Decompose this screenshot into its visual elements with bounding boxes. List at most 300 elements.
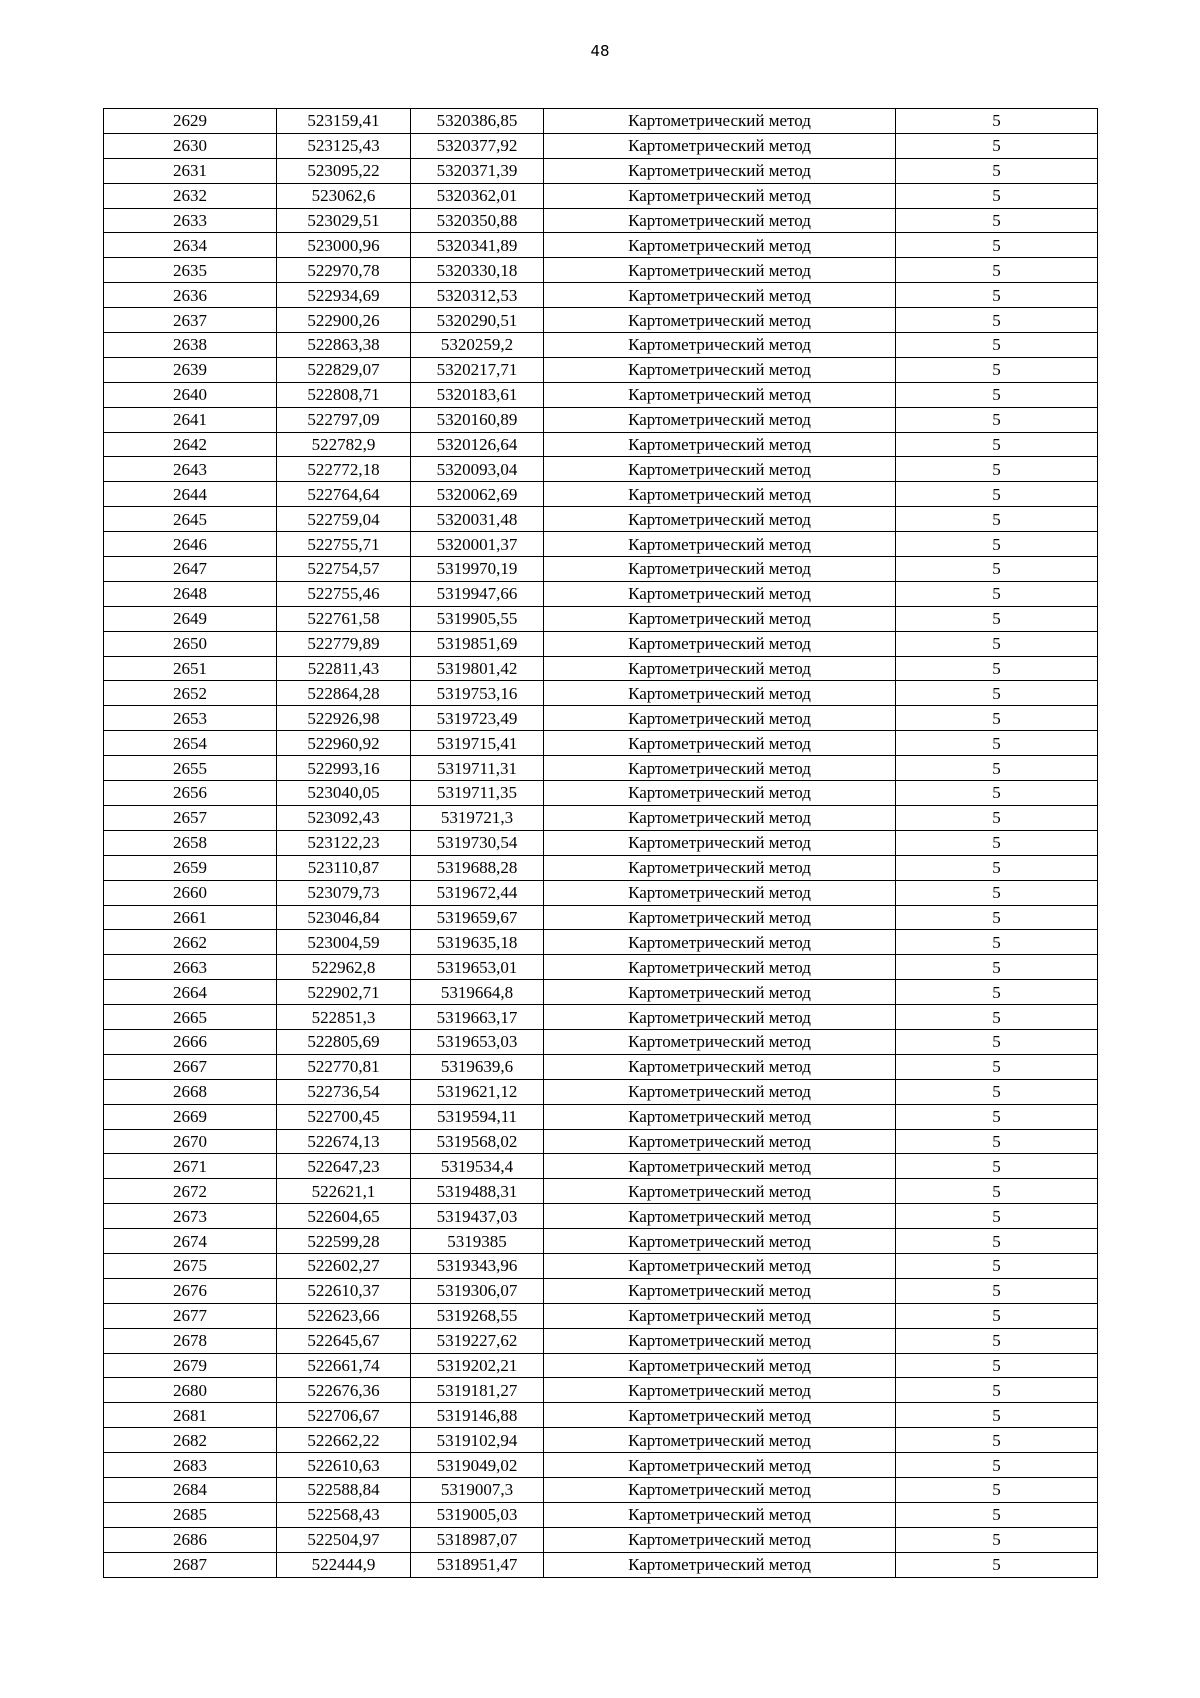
- table-row: [104, 681, 1098, 706]
- x-coordinate-cell: 522604,65: [277, 1204, 411, 1229]
- table-row: [104, 1005, 1098, 1030]
- method-cell: Картометрический метод: [544, 1428, 896, 1453]
- x-coordinate-cell: 523062,6: [277, 183, 411, 208]
- y-coordinate-cell: 5319049,02: [411, 1453, 544, 1478]
- y-coordinate-cell: 5318987,07: [411, 1527, 544, 1552]
- point-number-cell: 2647: [104, 557, 277, 582]
- x-coordinate-cell: 522645,67: [277, 1328, 411, 1353]
- table-row: [104, 1179, 1098, 1204]
- point-number-cell: 2655: [104, 756, 277, 781]
- page-number: 48: [590, 42, 610, 60]
- accuracy-cell: 5: [896, 1253, 1098, 1278]
- table-row: [104, 1253, 1098, 1278]
- y-coordinate-cell: 5320377,92: [411, 133, 544, 158]
- table-row: [104, 1079, 1098, 1104]
- method-cell: Картометрический метод: [544, 183, 896, 208]
- point-number-cell: 2673: [104, 1204, 277, 1229]
- y-coordinate-cell: 5320341,89: [411, 233, 544, 258]
- x-coordinate-cell: 522706,67: [277, 1403, 411, 1428]
- method-cell: Картометрический метод: [544, 1278, 896, 1303]
- x-coordinate-cell: 522926,98: [277, 706, 411, 731]
- table-row: [104, 905, 1098, 930]
- accuracy-cell: 5: [896, 532, 1098, 557]
- accuracy-cell: 5: [896, 656, 1098, 681]
- accuracy-cell: 5: [896, 1477, 1098, 1502]
- x-coordinate-cell: 522759,04: [277, 507, 411, 532]
- accuracy-cell: 5: [896, 308, 1098, 333]
- x-coordinate-cell: 522610,37: [277, 1278, 411, 1303]
- accuracy-cell: 5: [896, 1029, 1098, 1054]
- accuracy-cell: 5: [896, 830, 1098, 855]
- point-number-cell: 2639: [104, 357, 277, 382]
- point-number-cell: 2666: [104, 1029, 277, 1054]
- y-coordinate-cell: 5319621,12: [411, 1079, 544, 1104]
- x-coordinate-cell: 522662,22: [277, 1428, 411, 1453]
- y-coordinate-cell: 5320031,48: [411, 507, 544, 532]
- y-coordinate-cell: 5319102,94: [411, 1428, 544, 1453]
- method-cell: Картометрический метод: [544, 1328, 896, 1353]
- y-coordinate-cell: 5319730,54: [411, 830, 544, 855]
- table-row: [104, 930, 1098, 955]
- point-number-cell: 2678: [104, 1328, 277, 1353]
- point-number-cell: 2684: [104, 1477, 277, 1502]
- coordinates-table-body: [104, 109, 1098, 1578]
- accuracy-cell: 5: [896, 606, 1098, 631]
- method-cell: Картометрический метод: [544, 1229, 896, 1254]
- accuracy-cell: 5: [896, 681, 1098, 706]
- table-row: [104, 1278, 1098, 1303]
- point-number-cell: 2640: [104, 382, 277, 407]
- x-coordinate-cell: 522661,74: [277, 1353, 411, 1378]
- y-coordinate-cell: 5319594,11: [411, 1104, 544, 1129]
- point-number-cell: 2654: [104, 731, 277, 756]
- y-coordinate-cell: 5318951,47: [411, 1552, 544, 1577]
- method-cell: Картометрический метод: [544, 1154, 896, 1179]
- method-cell: Картометрический метод: [544, 681, 896, 706]
- point-number-cell: 2630: [104, 133, 277, 158]
- method-cell: Картометрический метод: [544, 407, 896, 432]
- point-number-cell: 2650: [104, 631, 277, 656]
- table-row: [104, 109, 1098, 134]
- table-row: [104, 308, 1098, 333]
- table-row: [104, 1154, 1098, 1179]
- table-row: [104, 258, 1098, 283]
- table-row: [104, 1477, 1098, 1502]
- method-cell: Картометрический метод: [544, 706, 896, 731]
- accuracy-cell: 5: [896, 1403, 1098, 1428]
- accuracy-cell: 5: [896, 1527, 1098, 1552]
- y-coordinate-cell: 5319672,44: [411, 880, 544, 905]
- x-coordinate-cell: 522736,54: [277, 1079, 411, 1104]
- x-coordinate-cell: 522962,8: [277, 955, 411, 980]
- point-number-cell: 2636: [104, 283, 277, 308]
- method-cell: Картометрический метод: [544, 158, 896, 183]
- coordinates-table: [103, 108, 1098, 1578]
- table-row: [104, 1502, 1098, 1527]
- x-coordinate-cell: 522599,28: [277, 1229, 411, 1254]
- accuracy-cell: 5: [896, 1054, 1098, 1079]
- table-row: [104, 1129, 1098, 1154]
- table-row: [104, 457, 1098, 482]
- method-cell: Картометрический метод: [544, 233, 896, 258]
- method-cell: Картометрический метод: [544, 357, 896, 382]
- y-coordinate-cell: 5319947,66: [411, 581, 544, 606]
- table-row: [104, 955, 1098, 980]
- point-number-cell: 2683: [104, 1453, 277, 1478]
- table-row: [104, 1378, 1098, 1403]
- point-number-cell: 2659: [104, 855, 277, 880]
- point-number-cell: 2646: [104, 532, 277, 557]
- table-row: [104, 805, 1098, 830]
- y-coordinate-cell: 5319488,31: [411, 1179, 544, 1204]
- method-cell: Картометрический метод: [544, 1502, 896, 1527]
- accuracy-cell: 5: [896, 1179, 1098, 1204]
- accuracy-cell: 5: [896, 631, 1098, 656]
- point-number-cell: 2644: [104, 482, 277, 507]
- method-cell: Картометрический метод: [544, 1029, 896, 1054]
- method-cell: Картометрический метод: [544, 955, 896, 980]
- x-coordinate-cell: 522779,89: [277, 631, 411, 656]
- table-row: [104, 283, 1098, 308]
- x-coordinate-cell: 522674,13: [277, 1129, 411, 1154]
- point-number-cell: 2652: [104, 681, 277, 706]
- method-cell: Картометрический метод: [544, 1477, 896, 1502]
- accuracy-cell: 5: [896, 1303, 1098, 1328]
- method-cell: Картометрический метод: [544, 133, 896, 158]
- table-row: [104, 980, 1098, 1005]
- accuracy-cell: 5: [896, 1378, 1098, 1403]
- table-row: [104, 631, 1098, 656]
- point-number-cell: 2675: [104, 1253, 277, 1278]
- x-coordinate-cell: 523029,51: [277, 208, 411, 233]
- accuracy-cell: 5: [896, 955, 1098, 980]
- y-coordinate-cell: 5320093,04: [411, 457, 544, 482]
- y-coordinate-cell: 5319385: [411, 1229, 544, 1254]
- point-number-cell: 2632: [104, 183, 277, 208]
- method-cell: Картометрический метод: [544, 1403, 896, 1428]
- accuracy-cell: 5: [896, 158, 1098, 183]
- accuracy-cell: 5: [896, 1005, 1098, 1030]
- table-row: [104, 1453, 1098, 1478]
- accuracy-cell: 5: [896, 109, 1098, 134]
- accuracy-cell: 5: [896, 482, 1098, 507]
- x-coordinate-cell: 523092,43: [277, 805, 411, 830]
- x-coordinate-cell: 522647,23: [277, 1154, 411, 1179]
- y-coordinate-cell: 5319653,03: [411, 1029, 544, 1054]
- accuracy-cell: 5: [896, 233, 1098, 258]
- y-coordinate-cell: 5320217,71: [411, 357, 544, 382]
- point-number-cell: 2660: [104, 880, 277, 905]
- x-coordinate-cell: 523125,43: [277, 133, 411, 158]
- y-coordinate-cell: 5319715,41: [411, 731, 544, 756]
- table-row: [104, 1328, 1098, 1353]
- y-coordinate-cell: 5320001,37: [411, 532, 544, 557]
- table-row: [104, 656, 1098, 681]
- point-number-cell: 2677: [104, 1303, 277, 1328]
- table-row: [104, 1527, 1098, 1552]
- method-cell: Картометрический метод: [544, 656, 896, 681]
- accuracy-cell: 5: [896, 507, 1098, 532]
- method-cell: Картометрический метод: [544, 333, 896, 358]
- table-row: [104, 781, 1098, 806]
- y-coordinate-cell: 5319801,42: [411, 656, 544, 681]
- x-coordinate-cell: 523159,41: [277, 109, 411, 134]
- x-coordinate-cell: 522504,97: [277, 1527, 411, 1552]
- accuracy-cell: 5: [896, 805, 1098, 830]
- point-number-cell: 2687: [104, 1552, 277, 1577]
- x-coordinate-cell: 522797,09: [277, 407, 411, 432]
- method-cell: Картометрический метод: [544, 805, 896, 830]
- x-coordinate-cell: 522602,27: [277, 1253, 411, 1278]
- table-row: [104, 830, 1098, 855]
- y-coordinate-cell: 5320183,61: [411, 382, 544, 407]
- method-cell: Картометрический метод: [544, 1204, 896, 1229]
- x-coordinate-cell: 522754,57: [277, 557, 411, 582]
- x-coordinate-cell: 522761,58: [277, 606, 411, 631]
- x-coordinate-cell: 522764,64: [277, 482, 411, 507]
- accuracy-cell: 5: [896, 980, 1098, 1005]
- x-coordinate-cell: 522934,69: [277, 283, 411, 308]
- method-cell: Картометрический метод: [544, 880, 896, 905]
- accuracy-cell: 5: [896, 1079, 1098, 1104]
- point-number-cell: 2686: [104, 1527, 277, 1552]
- table-row: [104, 208, 1098, 233]
- accuracy-cell: 5: [896, 1328, 1098, 1353]
- accuracy-cell: 5: [896, 432, 1098, 457]
- table-row: [104, 581, 1098, 606]
- y-coordinate-cell: 5319721,3: [411, 805, 544, 830]
- method-cell: Картометрический метод: [544, 1378, 896, 1403]
- table-row: [104, 1229, 1098, 1254]
- method-cell: Картометрический метод: [544, 557, 896, 582]
- y-coordinate-cell: 5319753,16: [411, 681, 544, 706]
- method-cell: Картометрический метод: [544, 731, 896, 756]
- method-cell: Картометрический метод: [544, 457, 896, 482]
- table-row: [104, 482, 1098, 507]
- point-number-cell: 2643: [104, 457, 277, 482]
- point-number-cell: 2680: [104, 1378, 277, 1403]
- method-cell: Картометрический метод: [544, 382, 896, 407]
- y-coordinate-cell: 5320160,89: [411, 407, 544, 432]
- method-cell: Картометрический метод: [544, 1552, 896, 1577]
- table-row: [104, 855, 1098, 880]
- table-row: [104, 1054, 1098, 1079]
- table-row: [104, 557, 1098, 582]
- y-coordinate-cell: 5319568,02: [411, 1129, 544, 1154]
- method-cell: Картометрический метод: [544, 1079, 896, 1104]
- x-coordinate-cell: 522568,43: [277, 1502, 411, 1527]
- y-coordinate-cell: 5320386,85: [411, 109, 544, 134]
- accuracy-cell: 5: [896, 407, 1098, 432]
- accuracy-cell: 5: [896, 208, 1098, 233]
- y-coordinate-cell: 5320290,51: [411, 308, 544, 333]
- method-cell: Картометрический метод: [544, 1129, 896, 1154]
- accuracy-cell: 5: [896, 905, 1098, 930]
- y-coordinate-cell: 5319534,4: [411, 1154, 544, 1179]
- x-coordinate-cell: 522993,16: [277, 756, 411, 781]
- point-number-cell: 2667: [104, 1054, 277, 1079]
- y-coordinate-cell: 5319181,27: [411, 1378, 544, 1403]
- accuracy-cell: 5: [896, 1428, 1098, 1453]
- method-cell: Картометрический метод: [544, 432, 896, 457]
- x-coordinate-cell: 522864,28: [277, 681, 411, 706]
- table-row: [104, 333, 1098, 358]
- x-coordinate-cell: 522902,71: [277, 980, 411, 1005]
- y-coordinate-cell: 5319343,96: [411, 1253, 544, 1278]
- accuracy-cell: 5: [896, 258, 1098, 283]
- y-coordinate-cell: 5319437,03: [411, 1204, 544, 1229]
- y-coordinate-cell: 5319653,01: [411, 955, 544, 980]
- method-cell: Картометрический метод: [544, 532, 896, 557]
- y-coordinate-cell: 5319970,19: [411, 557, 544, 582]
- x-coordinate-cell: 523000,96: [277, 233, 411, 258]
- accuracy-cell: 5: [896, 1453, 1098, 1478]
- x-coordinate-cell: 522700,45: [277, 1104, 411, 1129]
- point-number-cell: 2672: [104, 1179, 277, 1204]
- x-coordinate-cell: 523122,23: [277, 830, 411, 855]
- x-coordinate-cell: 522782,9: [277, 432, 411, 457]
- accuracy-cell: 5: [896, 781, 1098, 806]
- accuracy-cell: 5: [896, 1502, 1098, 1527]
- point-number-cell: 2668: [104, 1079, 277, 1104]
- method-cell: Картометрический метод: [544, 1527, 896, 1552]
- point-number-cell: 2670: [104, 1129, 277, 1154]
- accuracy-cell: 5: [896, 1229, 1098, 1254]
- accuracy-cell: 5: [896, 1204, 1098, 1229]
- point-number-cell: 2657: [104, 805, 277, 830]
- x-coordinate-cell: 522772,18: [277, 457, 411, 482]
- method-cell: Картометрический метод: [544, 631, 896, 656]
- method-cell: Картометрический метод: [544, 258, 896, 283]
- accuracy-cell: 5: [896, 1104, 1098, 1129]
- y-coordinate-cell: 5320312,53: [411, 283, 544, 308]
- method-cell: Картометрический метод: [544, 109, 896, 134]
- accuracy-cell: 5: [896, 1154, 1098, 1179]
- table-row: [104, 1428, 1098, 1453]
- point-number-cell: 2645: [104, 507, 277, 532]
- method-cell: Картометрический метод: [544, 308, 896, 333]
- y-coordinate-cell: 5319635,18: [411, 930, 544, 955]
- x-coordinate-cell: 522755,46: [277, 581, 411, 606]
- point-number-cell: 2662: [104, 930, 277, 955]
- point-number-cell: 2663: [104, 955, 277, 980]
- point-number-cell: 2651: [104, 656, 277, 681]
- point-number-cell: 2664: [104, 980, 277, 1005]
- method-cell: Картометрический метод: [544, 930, 896, 955]
- x-coordinate-cell: 522588,84: [277, 1477, 411, 1502]
- accuracy-cell: 5: [896, 1353, 1098, 1378]
- method-cell: Картометрический метод: [544, 756, 896, 781]
- x-coordinate-cell: 523040,05: [277, 781, 411, 806]
- y-coordinate-cell: 5320350,88: [411, 208, 544, 233]
- y-coordinate-cell: 5319007,3: [411, 1477, 544, 1502]
- method-cell: Картометрический метод: [544, 830, 896, 855]
- table-row: [104, 706, 1098, 731]
- table-row: [104, 880, 1098, 905]
- x-coordinate-cell: 523079,73: [277, 880, 411, 905]
- y-coordinate-cell: 5319659,67: [411, 905, 544, 930]
- x-coordinate-cell: 522851,3: [277, 1005, 411, 1030]
- x-coordinate-cell: 523004,59: [277, 930, 411, 955]
- table-row: [104, 1303, 1098, 1328]
- accuracy-cell: 5: [896, 706, 1098, 731]
- accuracy-cell: 5: [896, 382, 1098, 407]
- y-coordinate-cell: 5320259,2: [411, 333, 544, 358]
- point-number-cell: 2637: [104, 308, 277, 333]
- accuracy-cell: 5: [896, 183, 1098, 208]
- y-coordinate-cell: 5319723,49: [411, 706, 544, 731]
- table-row: [104, 1029, 1098, 1054]
- x-coordinate-cell: 522960,92: [277, 731, 411, 756]
- accuracy-cell: 5: [896, 1278, 1098, 1303]
- point-number-cell: 2648: [104, 581, 277, 606]
- method-cell: Картометрический метод: [544, 1253, 896, 1278]
- point-number-cell: 2641: [104, 407, 277, 432]
- point-number-cell: 2633: [104, 208, 277, 233]
- y-coordinate-cell: 5319146,88: [411, 1403, 544, 1428]
- method-cell: Картометрический метод: [544, 855, 896, 880]
- table-row: [104, 407, 1098, 432]
- accuracy-cell: 5: [896, 133, 1098, 158]
- point-number-cell: 2665: [104, 1005, 277, 1030]
- y-coordinate-cell: 5320371,39: [411, 158, 544, 183]
- x-coordinate-cell: 522676,36: [277, 1378, 411, 1403]
- point-number-cell: 2642: [104, 432, 277, 457]
- method-cell: Картометрический метод: [544, 482, 896, 507]
- x-coordinate-cell: 522863,38: [277, 333, 411, 358]
- table-row: [104, 507, 1098, 532]
- y-coordinate-cell: 5320362,01: [411, 183, 544, 208]
- x-coordinate-cell: 522808,71: [277, 382, 411, 407]
- table-row: [104, 1353, 1098, 1378]
- accuracy-cell: 5: [896, 457, 1098, 482]
- method-cell: Картометрический метод: [544, 905, 896, 930]
- point-number-cell: 2681: [104, 1403, 277, 1428]
- y-coordinate-cell: 5320062,69: [411, 482, 544, 507]
- table-row: [104, 532, 1098, 557]
- accuracy-cell: 5: [896, 1552, 1098, 1577]
- table-row: [104, 1204, 1098, 1229]
- accuracy-cell: 5: [896, 557, 1098, 582]
- method-cell: Картометрический метод: [544, 1453, 896, 1478]
- table-row: [104, 382, 1098, 407]
- accuracy-cell: 5: [896, 880, 1098, 905]
- accuracy-cell: 5: [896, 357, 1098, 382]
- table-row: [104, 183, 1098, 208]
- accuracy-cell: 5: [896, 731, 1098, 756]
- y-coordinate-cell: 5319227,62: [411, 1328, 544, 1353]
- accuracy-cell: 5: [896, 756, 1098, 781]
- y-coordinate-cell: 5319306,07: [411, 1278, 544, 1303]
- table-row: [104, 731, 1098, 756]
- method-cell: Картометрический метод: [544, 1054, 896, 1079]
- table-row: [104, 1104, 1098, 1129]
- method-cell: Картометрический метод: [544, 283, 896, 308]
- x-coordinate-cell: 522829,07: [277, 357, 411, 382]
- x-coordinate-cell: 522444,9: [277, 1552, 411, 1577]
- point-number-cell: 2653: [104, 706, 277, 731]
- accuracy-cell: 5: [896, 283, 1098, 308]
- method-cell: Картометрический метод: [544, 581, 896, 606]
- y-coordinate-cell: 5320126,64: [411, 432, 544, 457]
- method-cell: Картометрический метод: [544, 606, 896, 631]
- x-coordinate-cell: 522621,1: [277, 1179, 411, 1204]
- method-cell: Картометрический метод: [544, 980, 896, 1005]
- table-row: [104, 606, 1098, 631]
- point-number-cell: 2649: [104, 606, 277, 631]
- point-number-cell: 2685: [104, 1502, 277, 1527]
- y-coordinate-cell: 5319664,8: [411, 980, 544, 1005]
